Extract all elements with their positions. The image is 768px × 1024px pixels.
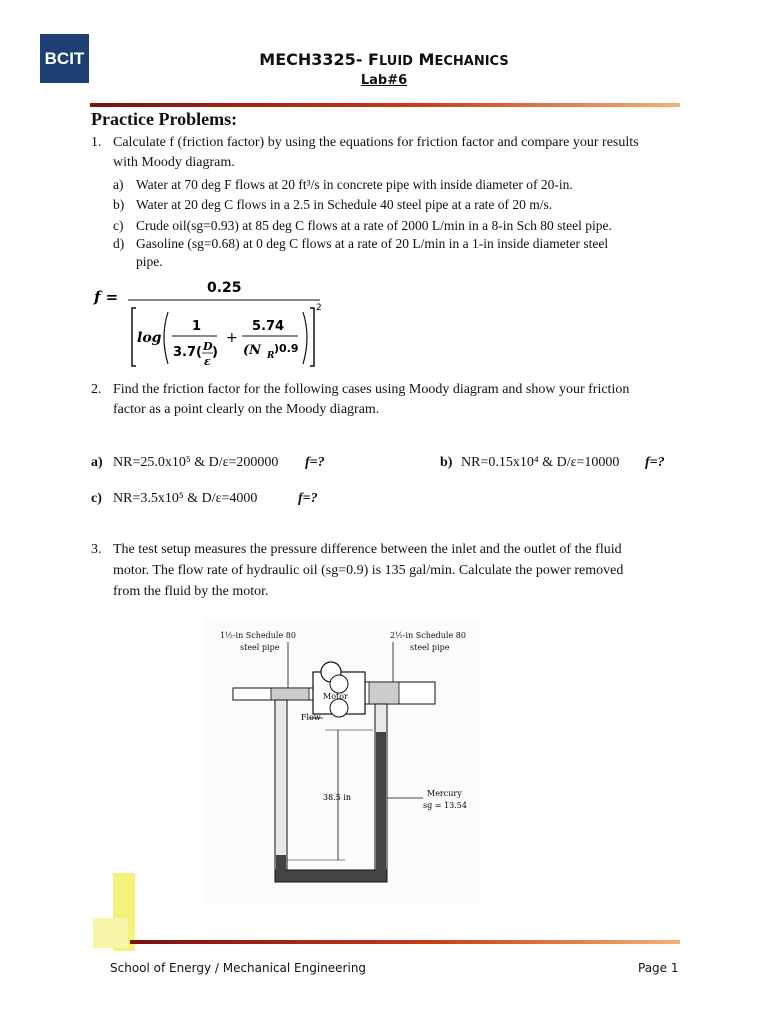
left-pipe-label: steel pipe [240, 643, 280, 652]
right-paren [303, 312, 307, 364]
formula-nr-sub: R [267, 351, 275, 361]
right-bracket [310, 308, 314, 366]
formula-eps: ε [204, 355, 211, 368]
footer-rule [130, 940, 680, 944]
friction-factor-formula [92, 272, 332, 382]
problem2-case-a: NR=25.0x10⁵ & D/ε=200000 [113, 455, 279, 470]
problem2-case-b: NR=0.15x10⁴ & D/ε=10000 [461, 455, 620, 470]
formula-D: D [203, 340, 213, 353]
mercury-sg-label: sg = 13.54 [423, 801, 467, 810]
item-label: b) [113, 197, 125, 212]
problem2-case-a-f: f=? [305, 455, 325, 470]
formula-log: log [137, 330, 162, 346]
mercury-column [376, 732, 386, 872]
manometer-diagram [205, 620, 480, 905]
problem1-item-d-line1: Gasoline (sg=0.68) at 0 deg C flows at a rate of 20 L/min in a 1-in inside diameter steel [136, 236, 609, 251]
left-paren [164, 312, 168, 364]
problem1-line2: with Moody diagram. [113, 155, 235, 170]
problem1-item-c: Crude oil(sg=0.93) at 85 deg C flows at a rate of 2000 L/min in a 8-in Sch 80 steel pipe. [136, 218, 612, 233]
course-title [0, 50, 768, 69]
right-pipe-label: steel pipe [410, 643, 450, 652]
decorative-bar [93, 918, 128, 948]
problem-number: 3. [91, 542, 102, 557]
header-rule [90, 103, 680, 107]
flow-label: Flow [301, 713, 321, 722]
page-number: Page 1 [638, 961, 679, 975]
height-label: 38.5 in [323, 793, 352, 802]
logo-text: BCIT [44, 48, 85, 68]
item-label: c) [113, 218, 124, 233]
problem2-case-b-f: f=? [645, 455, 665, 470]
item-label: a) [113, 177, 124, 192]
problem1-item-d-line2: pipe. [136, 254, 163, 269]
item-label: a) [91, 455, 103, 470]
item-label: d) [113, 236, 125, 251]
course-title-part: ECHANICS [434, 54, 509, 69]
problem-number: 2. [91, 382, 102, 397]
formula-plus: + [226, 330, 238, 346]
course-title-part: M [412, 50, 435, 69]
formula-lhs: f = [94, 288, 119, 306]
formula-nr: (N [243, 343, 262, 358]
problem2-line2: factor as a point clearly on the Moody diagram. [113, 402, 380, 417]
problem2-case-c: NR=3.5x10⁵ & D/ε=4000 [113, 491, 258, 506]
mercury-label: Mercury [427, 789, 462, 798]
problem3-line1: The test setup measures the pressure difference between the inlet and the outlet of the fluid [113, 542, 622, 557]
formula-close: ) [212, 345, 218, 360]
formula-nr-exp: )0.9 [274, 342, 299, 355]
item-label: b) [440, 455, 453, 470]
footer-department: School of Energy / Mechanical Engineering [110, 961, 367, 975]
formula-numerator: 0.25 [207, 280, 242, 296]
section-title: Practice Problems: [91, 109, 238, 129]
problem2-line1: Find the friction factor for the following cases using Moody diagram and show your friction [113, 382, 630, 397]
problem-number: 1. [91, 135, 102, 150]
motor-label: Motor [323, 692, 348, 701]
problem3-line3: from the fluid by the motor. [113, 584, 269, 599]
problem3-line2: motor. The flow rate of hydraulic oil (sg=0.9) is 135 gal/min. Calculate the power removed [113, 563, 624, 578]
formula-one: 1 [192, 319, 202, 334]
course-title-part: LUID [378, 54, 413, 69]
problem1-item-a: Water at 70 deg F flows at 20 ft³/s in concrete pipe with inside diameter of 20-in. [136, 177, 573, 192]
course-title-part: MECH3325- F [259, 50, 379, 69]
problem1-line1: Calculate f (friction factor) by using the equations for friction factor and compare your results [113, 135, 639, 150]
formula-37: 3.7( [173, 345, 202, 360]
problem2-case-c-f: f=? [298, 491, 318, 506]
right-pipe-label: 2½-in Schedule 80 [390, 631, 466, 640]
lab-number: Lab#6 [360, 73, 408, 88]
item-label: c) [91, 491, 102, 506]
formula-574: 5.74 [252, 319, 285, 334]
left-bracket [132, 308, 136, 366]
problem1-item-b: Water at 20 deg C flows in a 2.5 in Schedule 40 steel pipe at a rate of 20 m/s. [136, 197, 553, 212]
left-pipe-label: 1½-in Schedule 80 [220, 631, 296, 640]
formula-exponent: 2 [316, 303, 322, 313]
